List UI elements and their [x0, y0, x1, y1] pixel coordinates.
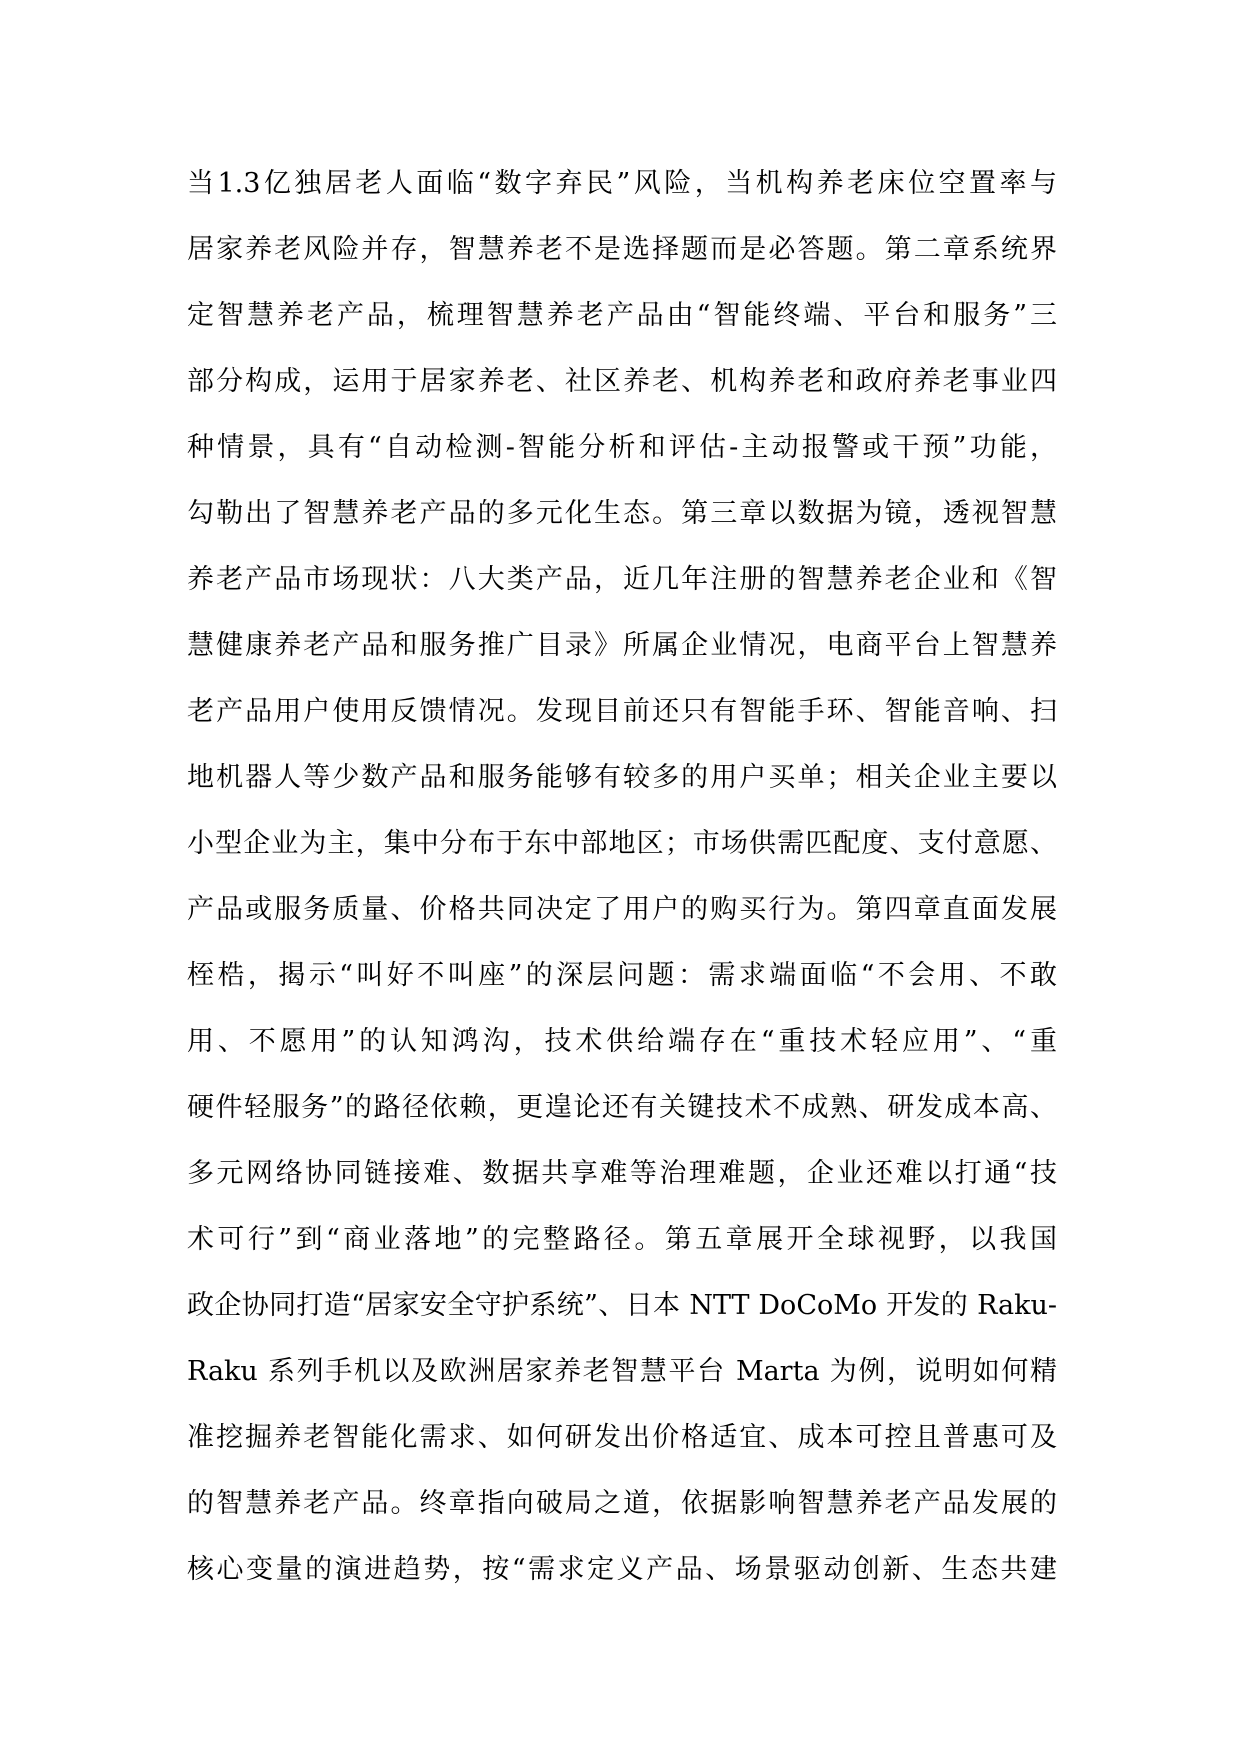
text-line: 种情景，具有“自动检测-智能分析和评估-主动报警或干预”功能， — [187, 432, 1057, 463]
text-line: 老产品用户使用反馈情况。发现目前还只有智能手环、智能音响、扫 — [187, 696, 1057, 727]
text-line: 慧健康养老产品和服务推广目录》所属企业情况，电商平台上智慧养 — [187, 630, 1057, 661]
text-line: 勾勒出了智慧养老产品的多元化生态。第三章以数据为镜，透视智慧 — [187, 498, 1057, 529]
text-line: 小型企业为主，集中分布于东中部地区；市场供需匹配度、支付意愿、 — [187, 828, 1057, 859]
text-line: 政企协同打造“居家安全守护系统”、日本 NTT DoCoMo 开发的 Raku- — [187, 1290, 1057, 1321]
text-line: 用、不愿用”的认知鸿沟，技术供给端存在“重技术轻应用”、“重 — [187, 1026, 1057, 1057]
text-line: 术可行”到“商业落地”的完整路径。第五章展开全球视野，以我国 — [187, 1224, 1057, 1255]
text-line: 定智慧养老产品，梳理智慧养老产品由“智能终端、平台和服务”三 — [187, 300, 1057, 331]
text-line: 产品或服务质量、价格共同决定了用户的购买行为。第四章直面发展 — [187, 894, 1057, 925]
text-line: 桎梏，揭示“叫好不叫座”的深层问题：需求端面临“不会用、不敢 — [187, 960, 1057, 991]
text-line: 当1.3亿独居老人面临“数字弃民”风险，当机构养老床位空置率与 — [187, 168, 1057, 199]
text-line: 居家养老风险并存，智慧养老不是选择题而是必答题。第二章系统界 — [187, 234, 1057, 265]
text-line: 多元网络协同链接难、数据共享难等治理难题，企业还难以打通“技 — [187, 1158, 1057, 1189]
text-line: 的智慧养老产品。终章指向破局之道，依据影响智慧养老产品发展的 — [187, 1488, 1057, 1519]
text-line: 养老产品市场现状：八大类产品，近几年注册的智慧养老企业和《智 — [187, 564, 1057, 595]
text-line: 硬件轻服务”的路径依赖，更遑论还有关键技术不成熟、研发成本高、 — [187, 1092, 1057, 1123]
text-line: 部分构成，运用于居家养老、社区养老、机构养老和政府养老事业四 — [187, 366, 1057, 397]
text-line: 准挖掘养老智能化需求、如何研发出价格适宜、成本可控且普惠可及 — [187, 1422, 1057, 1453]
text-line: 地机器人等少数产品和服务能够有较多的用户买单；相关企业主要以 — [187, 762, 1057, 793]
text-line: 核心变量的演进趋势，按“需求定义产品、场景驱动创新、生态共建 — [187, 1554, 1057, 1585]
text-line: Raku 系列手机以及欧洲居家养老智慧平台 Marta 为例，说明如何精 — [187, 1356, 1057, 1387]
body-paragraph — [187, 151, 1057, 1603]
